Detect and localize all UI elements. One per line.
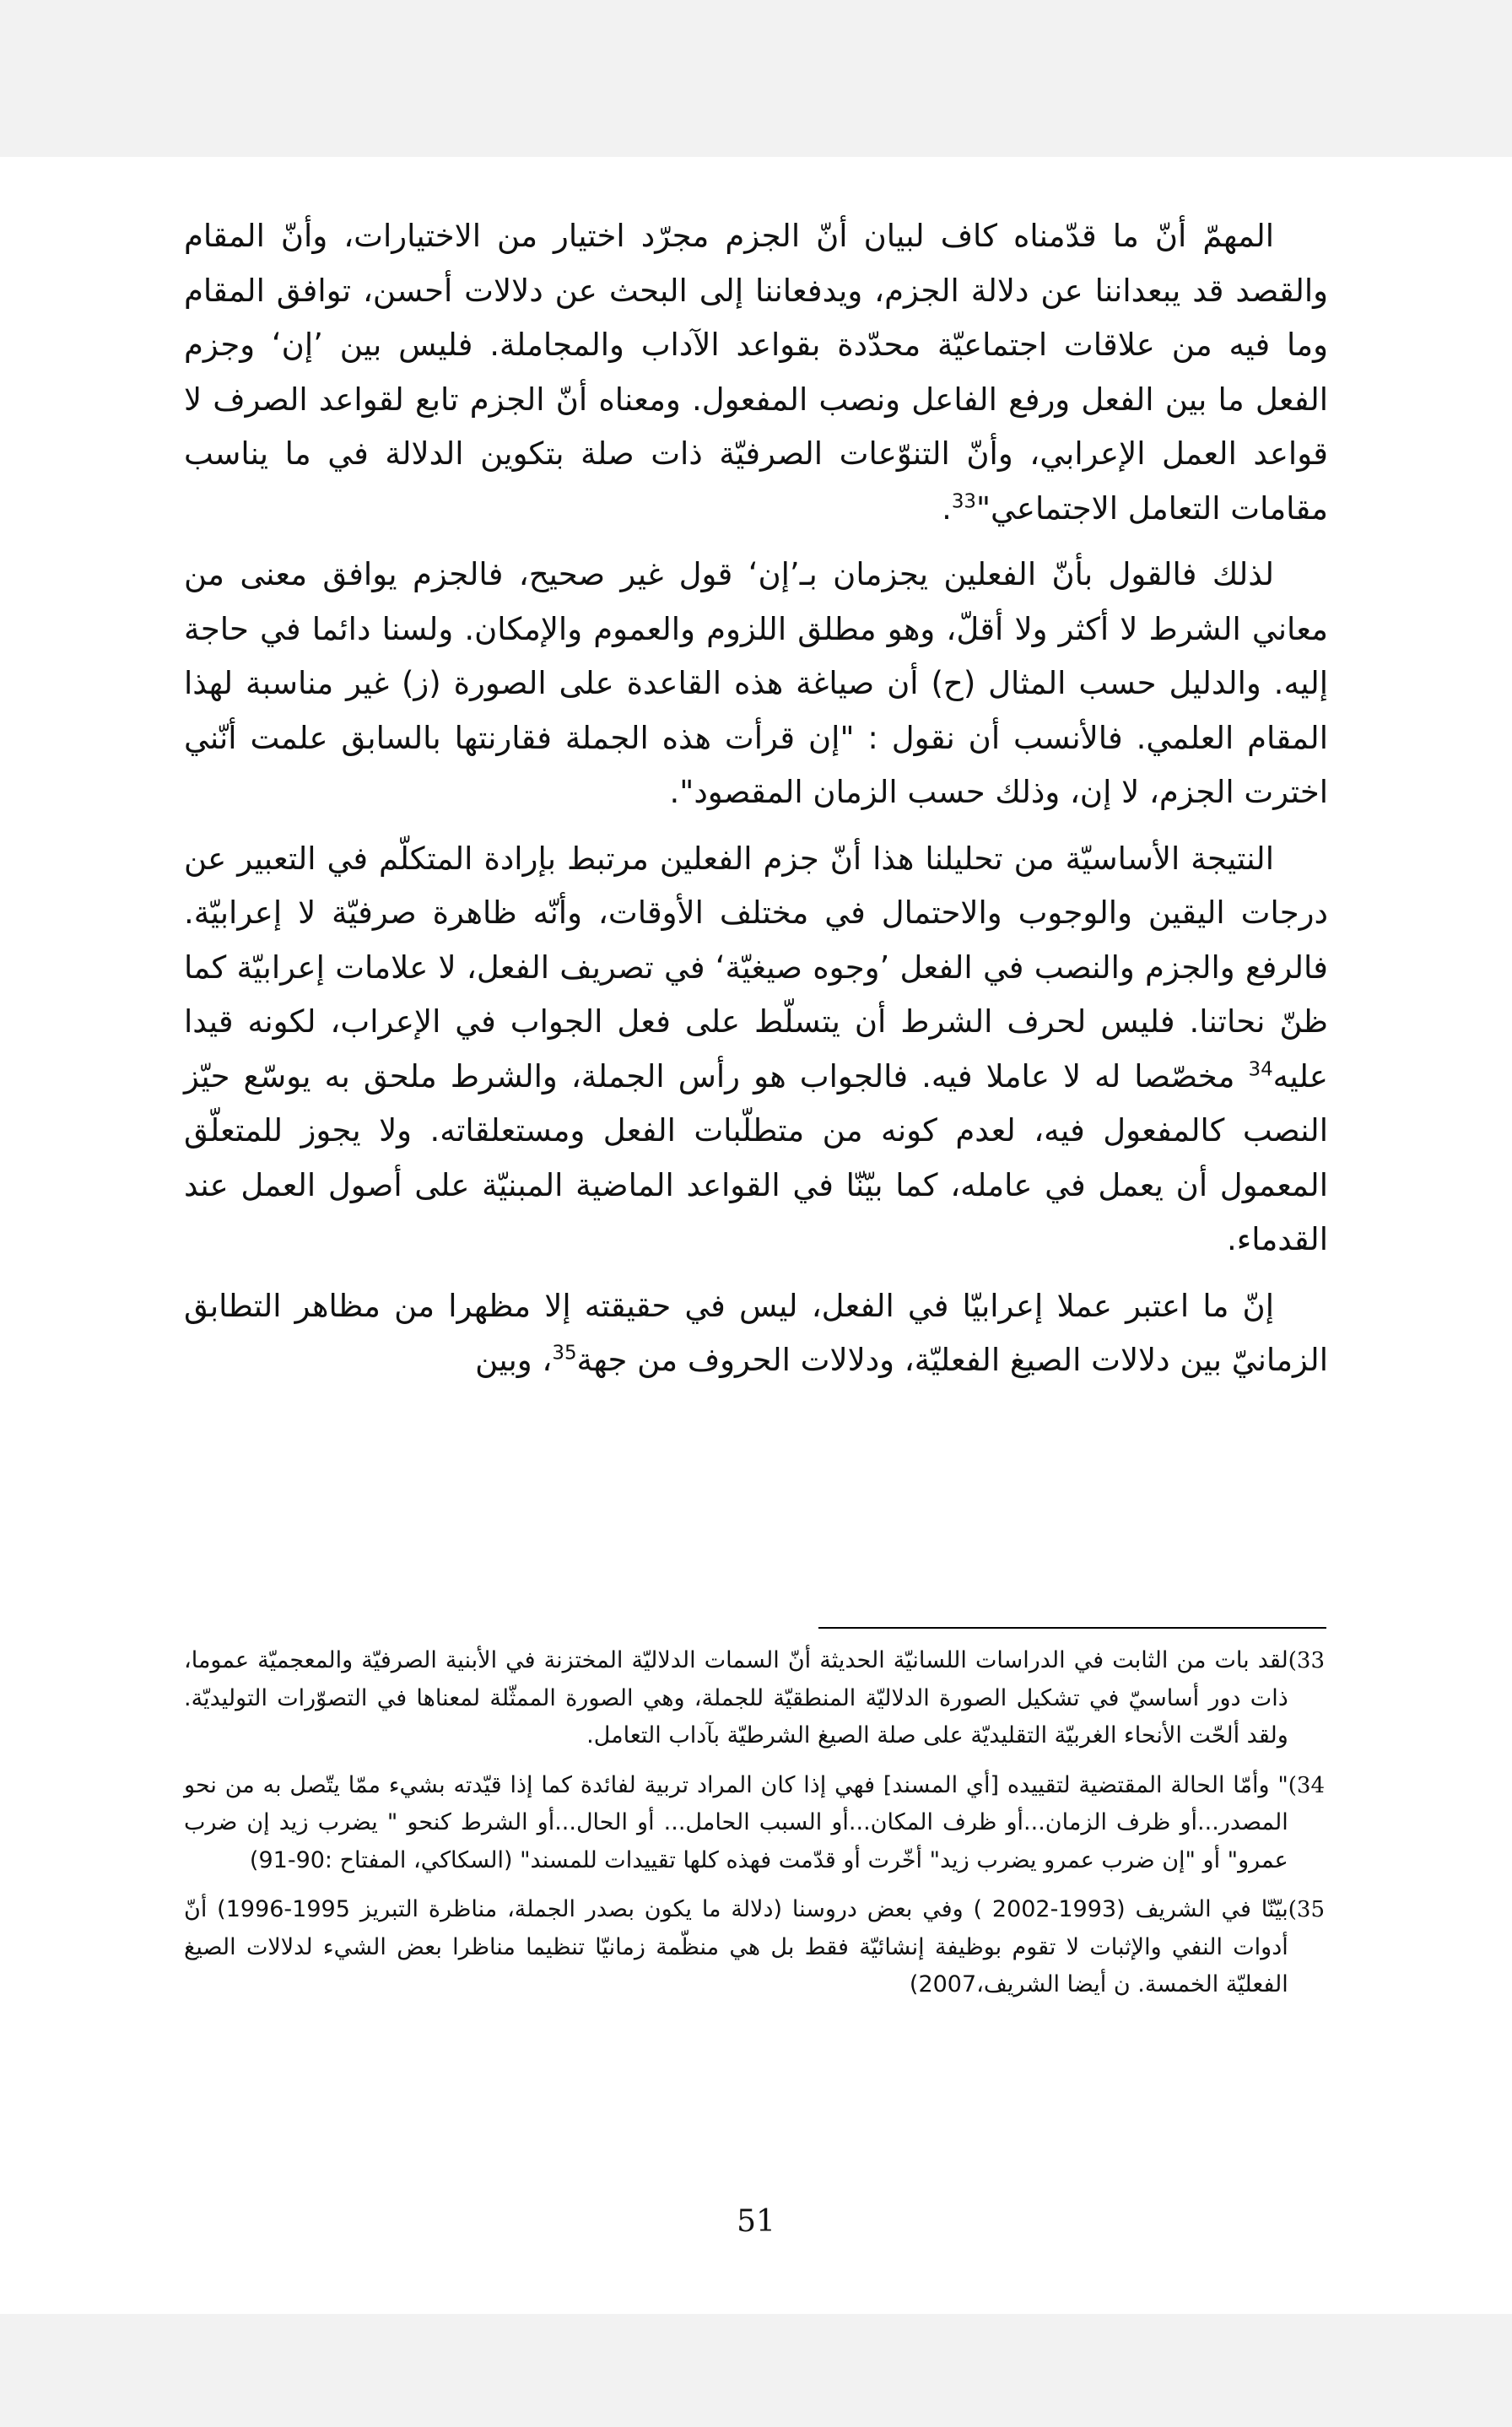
footnote-ref-34: 34 <box>1248 1058 1273 1081</box>
paragraph-text: المهمّ أنّ ما قدّمناه كاف لبيان أنّ الجزم مجرّد اختيار من الاختيارات، وأنّ المقام والقصد قد يبعداننا عن دلالة الجزم، ويدفعاننا إلى البحث عن دلالات أحسن، توافق المقام وما فيه من علاقات اجتماعيّة محدّدة بقواعد الآداب والمجاملة. فليس بين ’إن‘ وجزم الفعل ما بين الفعل ورفع الفاعل ونصب المفعول. ومعناه أنّ الجزم تابع لقواعد الصرف لا قواعد العمل الإعرابي، وأنّ التنوّعات الصرفيّة ذات صلة بتكوين الدلالة في ما يناسب مقامات التعامل الاجتماعي" <box>184 218 1328 527</box>
footnote-34 <box>184 1767 1325 1880</box>
book-page <box>0 157 1512 2314</box>
paragraph-text: لذلك فالقول بأنّ الفعلين يجزمان بـ’إن‘ قول غير صحيح، فالجزم يوافق معنى من معاني الشرط لا أكثر ولا أقلّ، وهو مطلق اللزوم والعموم والإمكان. ولسنا دائما في حاجة إليه. والدليل حسب المثال (ح) أن صياغة هذه القاعدة على الصورة (ز) غير مناسبة لهذا المقام العلمي. فالأنسب أن نقول : "إن قرأت هذه الجملة فقارنتها بالسابق علمت أنّني اخترت الجزم، لا إن، وذلك حسب الزمان المقصود". <box>184 556 1328 810</box>
paragraph-text: إنّ ما اعتبر عملا إعرابيّا في الفعل، ليس في حقيقته إلا مظهرا من مظاهر التطابق الزمانيّ بين دلالات الصيغ الفعليّة، ودلالات الحروف من جهة <box>184 1287 1328 1378</box>
footnote-number: 33) <box>1288 1648 1325 1673</box>
paragraph-1 <box>184 209 1328 536</box>
paragraph-3 <box>184 832 1328 1268</box>
paragraph-2 <box>184 548 1328 820</box>
paragraph-text: النتيجة الأساسيّة من تحليلنا هذا أنّ جزم الفعلين مرتبط بإرادة المتكلّم في التعبير عن درجات اليقين والوجوب والاحتمال في مختلف الأوقات، وأنّه ظاهرة صرفيّة لا إعرابيّة. فالرفع والجزم والنصب في الفعل ’وجوه صيغيّة‘ في تصريف الفعل، لا علامات إعرابيّة كما ظنّ نحاتنا. فليس لحرف الشرط أن يتسلّط على فعل الجواب في الإعراب، لكونه قيدا عليه <box>184 840 1328 1095</box>
footnote-separator <box>818 1627 1326 1629</box>
page-number: 51 <box>737 2204 775 2239</box>
footnote-ref-35: 35 <box>552 1342 577 1365</box>
footnote-text: " وأمّا الحالة المقتضية لتقييده [أي المسند] فهي إذا كان المراد تربية لفائدة كما إذا قيّدته بشيء ممّا يتّصل به من نحو المصدر...أو ظرف الزمان...أو ظرف المكان...أو السبب الحامل... أو الحال...أو الشرط كنحو " يضرب زيد إن ضرب عمرو" أو "إن ضرب عمرو يضرب زيد" أخّرت أو قدّمت فهذه كلها تقييدات للمسند" (السكاكي، المفتاح :90-91) <box>184 1771 1288 1873</box>
main-text <box>184 209 1328 1400</box>
footnote-35 <box>184 1891 1325 2004</box>
paragraph-tail: ، وبين <box>475 1342 553 1378</box>
footnote-text: لقد بات من الثابت في الدراسات اللسانيّة الحديثة أنّ السمات الدلاليّة المختزنة في الأبنية الصرفيّة والمعجميّة عموما، ذات دور أساسيّ في تشكيل الصورة الدلاليّة المنطقيّة للجملة، وهي الصورة الممثّلة لمعناها في التصوّرات التوليديّة. ولقد ألحّت الأنحاء الغربيّة التقليديّة على صلة الصيغ الشرطيّة بآداب التعامل. <box>184 1647 1288 1749</box>
paragraph-tail: مخصّصا له لا عاملا فيه. فالجواب هو رأس الجملة، والشرط ملحق به يوسّع حيّز النصب كالمفعول فيه، لعدم كونه من متطلّبات الفعل ومستعلقاته. ولا يجوز للمتعلّق المعمول أن يعمل في عامله، كما بيّنّا في القواعد الماضية المبنيّة على أصول العمل عند القدماء. <box>184 1057 1328 1257</box>
paragraph-4 <box>184 1279 1328 1388</box>
footnote-ref-33: 33 <box>951 490 977 513</box>
footnote-text: بيّنّا في الشريف (1993-2002 ) وفي بعض دروسنا (دلالة ما يكون بصدر الجملة، مناظرة التبريز 1995-1996) أنّ أدوات النفي والإثبات لا تقوم بوظيفة إنشائيّة فقط بل هي منظّمة زمانيّا تنظيما مناظرا بعض الشيء لدلالات الصيغ الفعليّة الخمسة. ن أيضا الشريف،2007) <box>184 1896 1288 1997</box>
footnote-number: 34) <box>1288 1772 1325 1798</box>
footnotes <box>184 1642 1325 2016</box>
footnote-33 <box>184 1642 1325 1755</box>
footnote-number: 35) <box>1288 1897 1325 1922</box>
paragraph-tail: . <box>942 489 952 527</box>
